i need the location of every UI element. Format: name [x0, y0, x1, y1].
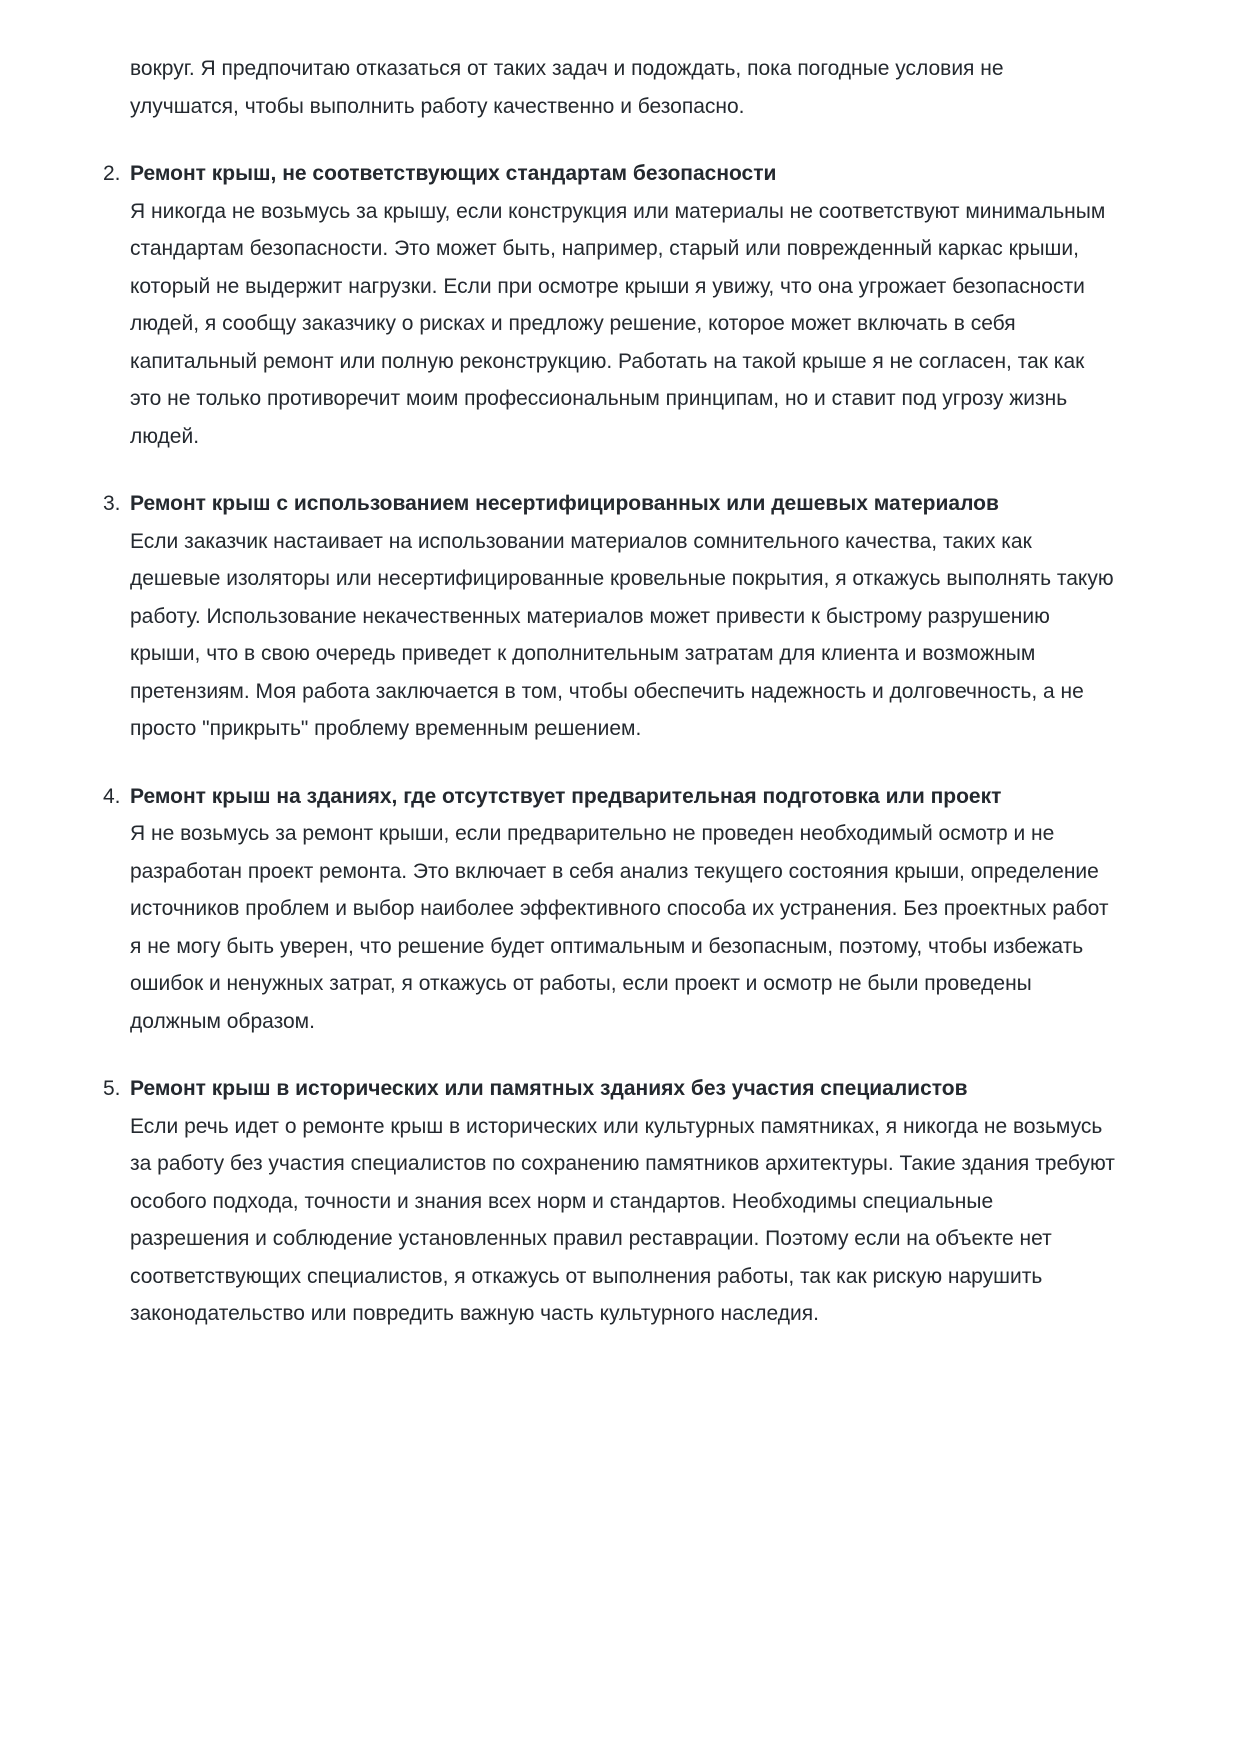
list-item-content [130, 155, 1119, 455]
paragraph-continuation: вокруг. Я предпочитаю отказаться от таких задач и подождать, пока погодные условия не улучшатся, чтобы выполнить работу качественно и безопасно. [130, 57, 1004, 118]
list-item-content [130, 778, 1119, 1041]
list-item-title: Ремонт крыш в исторических или памятных зданиях без участия специалистов [130, 1077, 968, 1100]
list-item-title: Ремонт крыш на зданиях, где отсутствует предварительная подготовка или проект [130, 784, 1002, 808]
list-item-body: Если заказчик настаивает на использовании материалов сомнительного качества, таких как дешевые изоляторы или несертифицированные кровельные покрытия, я откажусь выполнять такую работу. Использование некачественных материалов может привести к быстрому разрушению крыши, что в свою очередь приведет к дополнительным затратам для клиента и возможным претензиям. Моя работа заключается в том, чтобы обеспечить надежность и долговечность, а не просто "прикрыть" проблему временным решением. [130, 529, 1114, 740]
list-item-number: 5. [103, 1077, 121, 1100]
list-item [103, 155, 1119, 455]
list-item-body: Я не возьмусь за ремонт крыши, если предварительно не проведен необходимый осмотр и не разработан проект ремонта. Это включает в себя анализ текущего состояния крыши, определение источников проблем и выбор наиболее эффективного способа их устранения. Без проектных работ я не могу быть уверен, что решение будет оптимальным и безопасным, поэтому, чтобы избежать ошибок и ненужных затрат, я откажусь от работы, если проект и осмотр не были проведены должным образом. [130, 822, 1109, 1033]
list-item [103, 1070, 1119, 1333]
list-item-number: 4. [103, 784, 121, 808]
list-item [103, 778, 1119, 1041]
list-item-body: Я никогда не возьмусь за крышу, если конструкция или материалы не соответствуют минимальным стандартам безопасности. Это может быть, например, старый или поврежденный каркас крыши, который не выдержит нагрузки. Если при осмотре крыши я увижу, что она угрожает безопасности людей, я сообщу заказчику о рисках и предложу решение, которое может включать в себя капитальный ремонт или полную реконструкцию. Работать на такой крыше я не согласен, так как это не только противоречит моим профессиональным принципам, но и ставит под угрозу жизнь людей. [130, 199, 1106, 448]
list-item-title: Ремонт крыш с использованием несертифицированных или дешевых материалов [130, 492, 999, 515]
list-item-content [130, 1070, 1119, 1333]
list-item-title: Ремонт крыш, не соответствующих стандартам безопасности [130, 162, 777, 185]
list-item-number: 2. [103, 162, 121, 185]
list-item [103, 485, 1119, 748]
list-item-content [130, 485, 1119, 748]
list-item-body: Если речь идет о ремонте крыш в исторических или культурных памятниках, я никогда не возьмусь за работу без участия специалистов по сохранению памятников архитектуры. Такие здания требуют особого подхода, точности и знания всех норм и стандартов. Необходимы специальные разрешения и соблюдение установленных правил реставрации. Поэтому если на объекте нет соответствующих специалистов, я откажусь от выполнения работы, так как рискую нарушить законодательство или повредить важную часть культурного наследия. [130, 1114, 1115, 1325]
list-item-number: 3. [103, 492, 121, 515]
